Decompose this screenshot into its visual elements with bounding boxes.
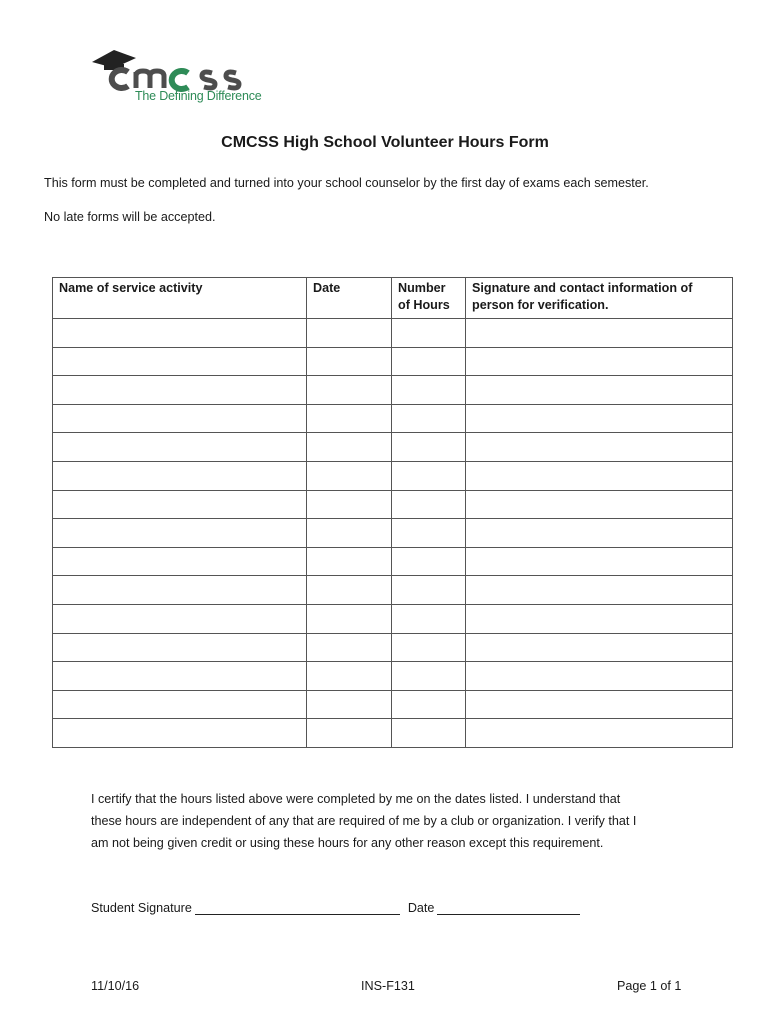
- intro-instructions: This form must be completed and turned into your school counselor by the first day of exams each semester.: [44, 176, 649, 190]
- late-forms-notice: No late forms will be accepted.: [44, 210, 216, 224]
- header-signature-line2: person for verification.: [472, 298, 609, 312]
- footer-page-number: Page 1 of 1: [617, 979, 682, 993]
- table-row: [53, 347, 733, 376]
- hours-cell[interactable]: [392, 719, 466, 748]
- hours-cell[interactable]: [392, 519, 466, 548]
- activity-cell[interactable]: [53, 347, 307, 376]
- signature-cell[interactable]: [466, 376, 733, 405]
- header-signature-line1: Signature and contact information of: [472, 281, 693, 295]
- activity-cell[interactable]: [53, 433, 307, 462]
- hours-cell[interactable]: [392, 633, 466, 662]
- table-row: [53, 519, 733, 548]
- hours-cell[interactable]: [392, 347, 466, 376]
- date-cell[interactable]: [307, 662, 392, 691]
- certification-line: I certify that the hours listed above were completed by me on the dates listed. I understand that: [91, 792, 621, 806]
- date-cell[interactable]: [307, 433, 392, 462]
- table-row: [53, 547, 733, 576]
- date-cell[interactable]: [307, 604, 392, 633]
- cmcss-wordmark: cmcss: [88, 44, 91, 45]
- signature-cell[interactable]: [466, 319, 733, 348]
- activity-cell[interactable]: [53, 662, 307, 691]
- activity-cell[interactable]: [53, 547, 307, 576]
- activity-cell[interactable]: [53, 719, 307, 748]
- date-cell[interactable]: [307, 490, 392, 519]
- date-cell[interactable]: [307, 547, 392, 576]
- table-row: [53, 690, 733, 719]
- date-cell[interactable]: [307, 576, 392, 605]
- student-signature-field[interactable]: [195, 902, 400, 915]
- activity-cell[interactable]: [53, 690, 307, 719]
- table-row: [53, 662, 733, 691]
- volunteer-hours-table: [52, 277, 733, 748]
- table-row: [53, 461, 733, 490]
- hours-cell[interactable]: [392, 662, 466, 691]
- date-cell[interactable]: [307, 376, 392, 405]
- table-row: [53, 490, 733, 519]
- date-cell[interactable]: [307, 633, 392, 662]
- activity-cell[interactable]: [53, 633, 307, 662]
- signature-cell[interactable]: [466, 433, 733, 462]
- header-date: Date: [307, 278, 392, 319]
- certification-line: these hours are independent of any that are required of me by a club or organization. I verify that I: [91, 814, 637, 828]
- signature-cell[interactable]: [466, 576, 733, 605]
- signature-cell[interactable]: [466, 604, 733, 633]
- signature-date-field[interactable]: [437, 902, 580, 915]
- signature-cell[interactable]: [466, 547, 733, 576]
- hours-cell[interactable]: [392, 404, 466, 433]
- signature-cell[interactable]: [466, 719, 733, 748]
- signature-section: [91, 901, 580, 915]
- activity-cell[interactable]: [53, 319, 307, 348]
- activity-cell[interactable]: [53, 576, 307, 605]
- signature-cell[interactable]: [466, 347, 733, 376]
- student-signature-label: Student Signature: [91, 901, 192, 915]
- date-cell[interactable]: [307, 719, 392, 748]
- table-row: [53, 633, 733, 662]
- activity-cell[interactable]: [53, 604, 307, 633]
- activity-cell[interactable]: [53, 461, 307, 490]
- table-row: [53, 404, 733, 433]
- header-hours-line2: of Hours: [398, 298, 450, 312]
- table-row: [53, 604, 733, 633]
- signature-cell[interactable]: [466, 519, 733, 548]
- date-cell[interactable]: [307, 347, 392, 376]
- header-activity: Name of service activity: [53, 278, 307, 319]
- table-row: [53, 576, 733, 605]
- date-cell[interactable]: [307, 319, 392, 348]
- signature-cell[interactable]: [466, 690, 733, 719]
- table-row: [53, 319, 733, 348]
- hours-cell[interactable]: [392, 690, 466, 719]
- cmcss-logo-mark: [88, 44, 288, 94]
- signature-cell[interactable]: [466, 461, 733, 490]
- date-cell[interactable]: [307, 690, 392, 719]
- activity-cell[interactable]: [53, 519, 307, 548]
- hours-cell[interactable]: [392, 433, 466, 462]
- hours-cell[interactable]: [392, 604, 466, 633]
- hours-cell[interactable]: [392, 376, 466, 405]
- activity-cell[interactable]: [53, 490, 307, 519]
- certification-line: am not being given credit or using these hours for any other reason except this requirement.: [91, 836, 604, 850]
- signature-date-label: Date: [407, 901, 435, 915]
- hours-cell[interactable]: [392, 490, 466, 519]
- footer-date: 11/10/16: [91, 979, 140, 993]
- header-hours: [392, 278, 466, 319]
- date-cell[interactable]: [307, 404, 392, 433]
- table-header-row: [53, 278, 733, 319]
- hours-cell[interactable]: [392, 547, 466, 576]
- certification-statement: [91, 788, 711, 854]
- footer-form-id: INS-F131: [361, 979, 415, 993]
- table-row: [53, 433, 733, 462]
- header-hours-line1: Number: [398, 281, 446, 295]
- date-cell[interactable]: [307, 461, 392, 490]
- date-cell[interactable]: [307, 519, 392, 548]
- hours-cell[interactable]: [392, 319, 466, 348]
- signature-cell[interactable]: [466, 633, 733, 662]
- activity-cell[interactable]: [53, 404, 307, 433]
- activity-cell[interactable]: [53, 376, 307, 405]
- table-row: [53, 376, 733, 405]
- form-title: CMCSS High School Volunteer Hours Form: [221, 134, 549, 151]
- table-body: [53, 319, 733, 748]
- signature-cell[interactable]: [466, 662, 733, 691]
- hours-cell[interactable]: [392, 576, 466, 605]
- table-row: [53, 719, 733, 748]
- signature-cell[interactable]: [466, 404, 733, 433]
- logo-tagline: The Defining Difference: [135, 89, 262, 103]
- header-signature: [466, 278, 733, 319]
- signature-cell[interactable]: [466, 490, 733, 519]
- hours-cell[interactable]: [392, 461, 466, 490]
